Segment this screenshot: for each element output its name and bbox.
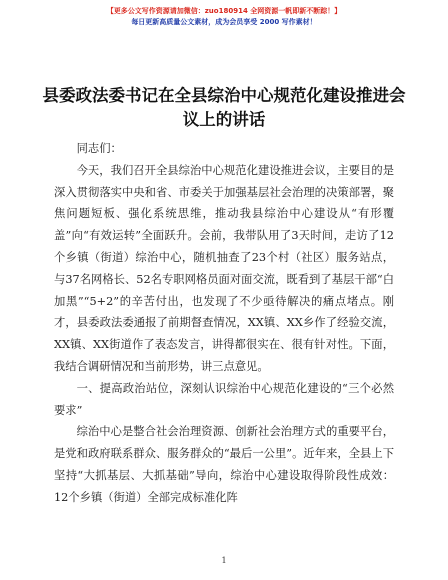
page-number: 1 — [221, 556, 227, 565]
paragraph: 今天，我们召开全县综治中心规范化建设推进会议，主要目的是深入贯彻落实中央和省、市委关于加强基层社会治理的决策部署，聚焦问题短板、强化系统思维，推动我县综治中心建设从“有形覆盖”向“有效运转”全面跃升。会前，我带队用了3天时间，走访了12个乡镇（街道）综治中心，随机抽查了23个村（社区）服务站点，与37名网格长、52名专职网格员面对面交流，既看到了基层干部“白加黑”“5+2”的辛苦付出，也发现了不少亟待解决的痛点堵点。刚才，县委政法委通报了前期督查情况，XX镇、XX乡作了经验交流，XX镇、XX街道作了表态发言，讲得都很实在、很有针对性。下面，我结合调研情况和当前形势，讲三点意见。 — [54, 163, 394, 373]
promo-line-1: 【更多公文写作资源请加微信：zuo180914 全网资源一帆即新不断踪！】 — [106, 7, 342, 15]
paragraph: 综治中心是整合社会治理资源、创新社会治理方式的重要平台，是党和政府联系群众、服务群众的“最后一公里”。近年来，全县上下坚持“大抓基层、大抓基础”导向，综治中心建设取得阶段性成效：12个乡镇（街道）全部完成标准化阵 — [54, 425, 394, 504]
section-heading: 一、提高政治站位，深刻认识综治中心规范化建设的“三个必然要求” — [54, 381, 394, 417]
promo-line-2: 每日更新高质量公文素材，成为会员享受 2000 写作素材！ — [131, 18, 317, 26]
promo-banner — [0, 6, 448, 28]
document-title: 县委政法委书记在全县综治中心规范化建设推进会议上的讲话 — [42, 86, 406, 129]
document-body — [54, 138, 394, 509]
greeting: 同志们： — [76, 142, 122, 155]
